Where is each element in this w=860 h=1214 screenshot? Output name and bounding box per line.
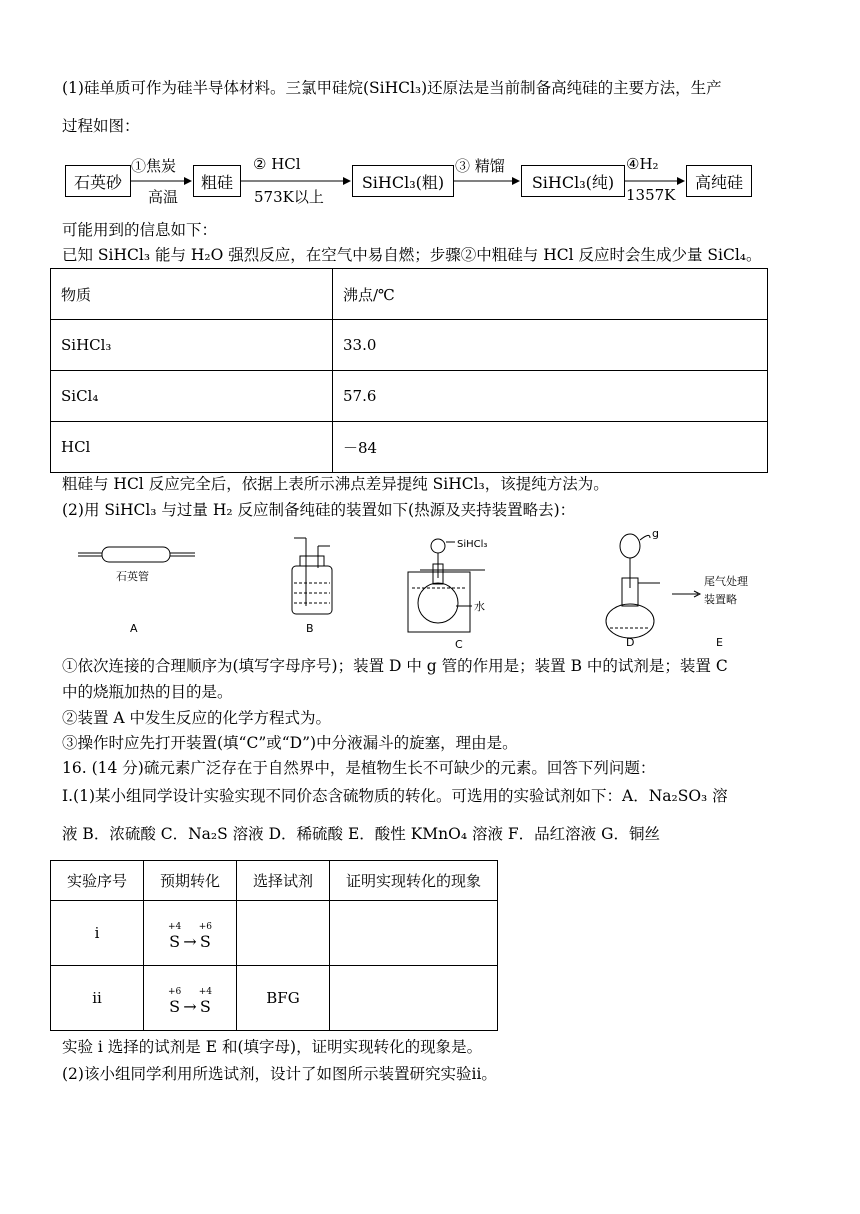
table-row: [51, 371, 768, 422]
table-row: [51, 966, 498, 1031]
table-cell: ii: [51, 966, 144, 1031]
table-cell: [237, 901, 330, 966]
info-text: 已知 SiHCl₃ 能与 H₂O 强烈反应，在空气中易自燃；步骤②中粗硅与 HCl 反应时会生成少量 SiCl₄。: [62, 246, 762, 264]
table-header: 沸点/℃: [333, 269, 768, 320]
table-cell: i: [51, 901, 144, 966]
table-cell: BFG: [237, 966, 330, 1031]
flow-node-sihcl3-pure: SiHCl₃(纯): [521, 165, 625, 197]
after-table-text: 粗硅与 HCl 反应完全后，依据上表所示沸点差异提纯 SiHCl₃，该提纯方法为。: [62, 475, 609, 493]
flow-arrows: [0, 150, 860, 210]
intro-line-2: 过程如图：: [62, 117, 140, 135]
q2-1-line-1: ①依次连接的合理顺序为(填写字母序号)；装置 D 中 g 管的作用是；装置 B 中的试剂是；装置 C: [62, 657, 728, 675]
apparatus-letter-d: D: [626, 636, 635, 649]
apparatus-letter-b: B: [306, 622, 314, 635]
apparatus-e-label-1: 尾气处理: [704, 575, 748, 588]
element-symbol: S: [169, 932, 181, 951]
arrow-icon: →: [183, 932, 197, 951]
element-symbol: S: [199, 932, 211, 951]
apparatus-b-wash-bottle: [292, 538, 332, 614]
q2-3: ③操作时应先打开装置(填“C”或“D”)中分液漏斗的旋塞，理由是。: [62, 734, 518, 752]
table-header: 实验序号: [51, 861, 144, 901]
step4-reagent: ④H₂: [626, 155, 659, 173]
step4-condition: 1357K: [626, 186, 676, 204]
table-cell: SiCl₄: [51, 371, 333, 422]
apparatus-d-g-tube-label: g: [652, 528, 659, 540]
step2-condition: 573K以上: [254, 188, 324, 206]
valence-from: +4: [168, 922, 182, 932]
element-symbol: S: [169, 997, 181, 1016]
step3-process: ③ 精馏: [455, 157, 505, 175]
apparatus-c-water-label: 水: [474, 600, 485, 613]
table-header: 物质: [51, 269, 333, 320]
table-cell: －84: [333, 422, 768, 473]
intro-line-1: (1)硅单质可作为硅半导体材料。三氯甲硅烷(SiHCl₃)还原法是当前制备高纯硅的主要方法，生产: [62, 79, 722, 97]
table-row: [51, 901, 498, 966]
apparatus-a-quartz-tube: [78, 547, 195, 562]
flow-node-sihcl3-crude: SiHCl₃(粗): [352, 165, 454, 197]
table-cell: [330, 966, 498, 1031]
q16-1-line-1: Ⅰ.(1)某小组同学设计实验实现不同价态含硫物质的转化。可选用的实验试剂如下：A．Na₂SO₃ 溶: [62, 787, 728, 805]
table-row: [51, 422, 768, 473]
table-cell: 33.0: [333, 320, 768, 371]
apparatus-letter-c: C: [455, 638, 463, 651]
apparatus-diagram: [0, 528, 860, 653]
valence-to: +6: [198, 922, 212, 932]
table-cell: [330, 901, 498, 966]
table-cell: HCl: [51, 422, 333, 473]
table-header-row: [51, 861, 498, 901]
info-title: 可能用到的信息如下：: [62, 221, 218, 239]
flow-node-high-purity-si: 高纯硅: [686, 165, 752, 197]
q16-2: (2)该小组同学利用所选试剂，设计了如图所示装置研究实验ⅱ。: [62, 1065, 497, 1083]
after-table2-text: 实验 i 选择的试剂是 E 和(填字母)，证明实现转化的现象是。: [62, 1038, 483, 1056]
apparatus-e-label-2: 装置略: [704, 593, 737, 606]
conversion-cell: [144, 966, 237, 1031]
apparatus-a-label: 石英管: [116, 570, 149, 583]
q16-1-line-2: 液 B．浓硫酸 C．Na₂S 溶液 D．稀硫酸 E．酸性 KMnO₄ 溶液 F．品红溶液 G．铜丝: [62, 825, 660, 843]
q2-1-line-2: 中的烧瓶加热的目的是。: [62, 683, 233, 701]
table-header: 证明实现转化的现象: [330, 861, 498, 901]
flow-node-crude-si: 粗硅: [193, 165, 241, 197]
table-row: [51, 320, 768, 371]
apparatus-d-flask-funnel: [606, 534, 660, 638]
step1-condition: 高温: [148, 188, 179, 206]
apparatus-letter-a: A: [130, 622, 138, 635]
conversion-cell: [144, 901, 237, 966]
q2-2: ②装置 A 中发生反应的化学方程式为。: [62, 709, 332, 727]
q16-heading: 16. (14 分)硫元素广泛存在于自然界中，是植物生长不可缺少的元素。回答下列问题：: [62, 759, 656, 777]
sulfur-conversion-table: [50, 860, 498, 1031]
table-header: 选择试剂: [237, 861, 330, 901]
arrow-icon: →: [183, 997, 197, 1016]
table-header-row: [51, 269, 768, 320]
step1-reagent: ①焦炭: [131, 157, 177, 175]
table-cell: SiHCl₃: [51, 320, 333, 371]
q2-intro: (2)用 SiHCl₃ 与过量 H₂ 反应制备纯硅的装置如下(热源及夹持装置略去)：: [62, 501, 576, 519]
apparatus-c-reagent: SiHCl₃: [457, 539, 488, 550]
apparatus-letter-e: E: [716, 636, 723, 649]
valence-to: +4: [198, 987, 212, 997]
table-cell: 57.6: [333, 371, 768, 422]
table-header: 预期转化: [144, 861, 237, 901]
boiling-point-table: [50, 268, 768, 473]
valence-from: +6: [168, 987, 182, 997]
step2-reagent: ② HCl: [253, 155, 301, 173]
apparatus-c-flask-bath: [408, 539, 488, 632]
element-symbol: S: [199, 997, 211, 1016]
flow-node-quartz-sand: 石英砂: [65, 165, 131, 197]
